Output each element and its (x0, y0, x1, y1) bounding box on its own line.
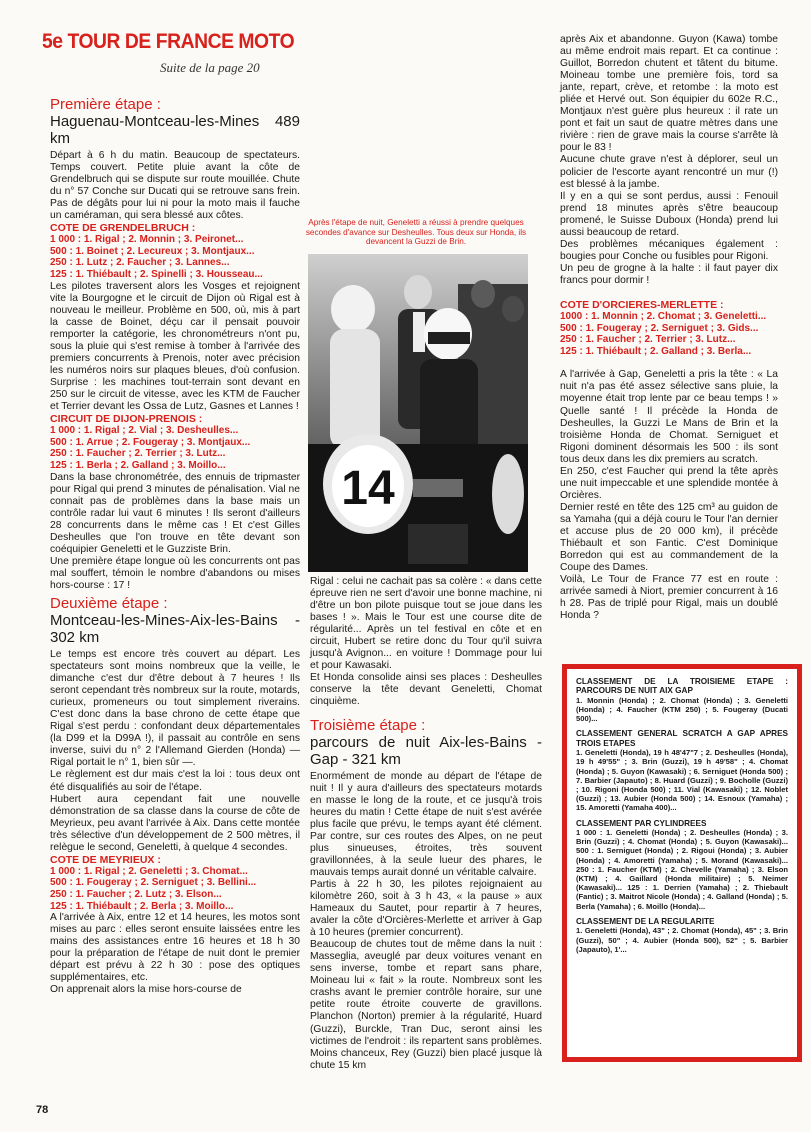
paragraph: après Aix et abandonne. Guyon (Kawa) tombe au même endroit mais repart. Et ca continue : Guillot, Borredon chutent et tâtent du bitume. Moineau tombe une première fois, tord sa jante, repart, crève, et retombe : la moto est pliée et Hervé out. Son équipier du 602e R.C., Montjaux n'est guère plus heureux : il rate un pont et fait un saut de quatre mètres dans une rivière : rien de grave mais la course s'arrête là pour le 83 ! (560, 34, 778, 154)
results-box-title: CLASSEMENT GENERAL SCRATCH A GAP APRES TROIS ETAPES (576, 729, 788, 748)
results-box-title: CLASSEMENT DE LA TROISIEME ETAPE : PARCOURS DE NUIT AIX GAP (576, 677, 788, 696)
cote-result-line: 1 000 : 1. Rigal ; 2. Geneletti ; 3. Chomat... (50, 865, 248, 877)
cote-title: COTE DE GRENDELBRUCH : (50, 222, 196, 235)
stage-2-route: Montceau-les-Mines-Aix-les-Bains - 302 km (50, 612, 300, 647)
paragraph: Le règlement est dur mais c'est la loi : tous deux ont été disqualifiés au soir de l'étape. (50, 769, 300, 793)
paragraph: Aucune chute grave n'est à déplorer, seul un policier de l'escorte ayant rencontré un mur (!) est blessé à la jambe. (560, 154, 778, 190)
paragraph: Départ à 6 h du matin. Beaucoup de spectateurs. Temps couvert. Petite pluie avant la côte de Grendelbruch qui se dispute sur route mouillée. Chute du n° 57 Conche sur Ducati qui se retrouve sans frein. Pas de dégâts pour lui ni pour la moto mais il fauche un caméraman, qui sera blessé aux côtes. (50, 150, 300, 222)
paragraph: Le temps est encore très couvert au départ. Les spectateurs sont moins nombreux que la veille, le dimanche c'est dur d'être debout à 7 heures ! Ils seront cependant très nombreux sur la route, motards, curieux, promeneurs ou tout simplement riverains. C'est donc dans la base chrono de cette étape que Rigal s'est perdu : confondant deux départementales (la D99 et la D99A !), il passait au contrôle en sens inverse, suivi du n° 2 l'Allemand Gierden (Honda) — Rigal portait le n° 1, bien sûr —. (50, 649, 300, 769)
paragraph: Dernier resté en tête des 125 cm³ au guidon de sa Yamaha (qui a déjà couru le Tour l'an dernier et accuse plus de 20 000 km), il précède Thiébault et son Fantic. C'est Dominique Borredon qui est au commandement de la Coupe des Dames. (560, 501, 778, 574)
cote-result-line: 250 : 1. Lutz ; 2. Faucher ; 3. Lannes... (50, 257, 230, 269)
paragraph: Enormément de monde au départ de l'étape de nuit ! Il y aura d'ailleurs des spectateurs motards en masse le long de la route, et ce jusqu'à trois heures du matin ! Cette étape de nuit s'est avérée plus facile que prévu, le temps ayant été clément. Par contre, sur ces routes des Alpes, on ne peut plus sinueuses, étroites, très souvent gravillonnées, à la seule lueur des phares, le mauvais temps aurait donné un véritable calvaire. (310, 770, 542, 878)
continued-from-note: Suite de la page 20 (160, 60, 260, 75)
column-3 (560, 34, 778, 622)
cote-result-line: 500 : 1. Fougeray ; 2. Serniguet ; 3. Bellini... (50, 877, 257, 889)
cote-result-line: 125 : 1. Thiébault ; 2. Spinelli ; 3. Housseau... (50, 269, 263, 281)
paragraph: Hubert aura cependant fait une nouvelle démonstration de sa classe dans la course de côte de Meyrieux, peu avant l'arrivée à Aix. Dans cette montée très sélective d'un développement de 2 500 mètres, il relègue le second, Geneletti, à quelque 4 secondes. (50, 793, 300, 853)
cote-result-line: 1 000 : 1. Rigal ; 2. Vial ; 3. Desheulles... (50, 425, 239, 437)
paragraph: A l'arrivée à Gap, Geneletti a pris la tête : « La nuit n'a pas été assez sélective sans pluie, la moyenne était trop lente par ce beau temps ! » Quelle santé ! Il précède la Honda de Desheulles, la Guzzi Le Mans de Brin et la troisième Honda de Chomat. Serniguet et Rigoni dominent désormais les 500 : ils sont tous deux dans les dix premiers au scratch. (560, 369, 778, 465)
stage-3-route: parcours de nuit Aix-les-Bains - Gap - 321 km (310, 733, 542, 768)
paragraph: Une première étape longue où les concurrents ont pas mal souffert, témoin le nombre d'abandons ou mises hors-course : 17 ! (50, 555, 300, 591)
photo-caption: Après l'étape de nuit, Geneletti a réussi à prendre quelques secondes d'avance sur Desheulles. Tous deux sur Honda, ils devancent la Guzzi de Brin. (305, 218, 527, 247)
results-box-title: CLASSEMENT DE LA REGULARITE (576, 916, 715, 926)
cote-result-line: 250 : 1. Faucher ; 2. Terrier ; 3. Lutz... (50, 448, 226, 460)
paragraph: Un peu de grogne à la halte : il faut payer dix francs pour dormir ! (560, 262, 778, 286)
cote-result-line: 250 : 1. Faucher ; 2. Terrier ; 3. Lutz... (560, 334, 736, 346)
results-box-text: 1 000 : 1. Geneletti (Honda) ; 2. Desheulles (Honda) ; 3. Brin (Guzzi) ; 4. Chomat (Honda) ; 5. Guyon (Kawasaki)... 500 : 1. Serniguet (Honda) ; 2. Rigoui (Honda) ; 3. Aubier (Honda) ; 4. Amoretti (Yamaha) ; 5. Morand (Kawasaki)... 250 : 1. Faucher (KTM) ; 2. Chevelle (Yamaha) ; 3. Elson (KTM) ; 4. Gaillard (Honda militaire) ; 5. Neimer (Kawasaki)... 125 : 1. Derrien (Yamaha) ; 2. Thiebault (Fantic) ; 3. Maitrot Nicole (Honda) ; 4. Galland (Honda) ; 5. Berla (Yamaha) ; 6. Moillo (Honda)... (576, 828, 788, 911)
cote-title: CIRCUIT DE DIJON-PRENOIS : (50, 413, 203, 426)
paragraph: En 250, c'est Faucher qui prend la tête après une nuit impeccable et une splendide montée à Orcières. (560, 465, 778, 501)
race-photo (308, 254, 528, 572)
paragraph: Voilà, Le Tour de France 77 est en route : arrivée samedi à Niort, premier concurrent à 16 h 28. Pas de triplé pour Rigal, mais un doublé Honda ? (560, 574, 778, 622)
cote-result-line: 125 : 1. Thiébault ; 2. Berla ; 3. Moillo... (50, 900, 234, 912)
results-box-text: 1. Geneletti (Honda), 19 h 48'47"7 ; 2. Desheulles (Honda), 19 h 49'55" ; 3. Brin (Guzzi), 19 h 49'58" ; 4. Chomat (Honda) ; 5. Guyon (Kawasaki) ; 6. Serniguet (Honda 500) ; 7. Barbier (Japauto) ; 8. Huard (Guzzi) ; 9. Bocholle (Guzzi) ; 10. Rigoni (Honda 500) ; 11. Vial (Kawasaki) ; 12. Noblet (Guzzi) ; 13. Aubier (Honda 500) ; 14. Esnoux (Yamaha) ; 15. Amoretti (Yamaha 400)... (576, 748, 788, 813)
magazine-section-title: 5e TOUR DE FRANCE MOTO (42, 30, 295, 53)
paragraph: Beaucoup de chutes tout de même dans la nuit : Masseglia, aveuglé par deux voitures venant en sens inverse, tombe et repart sans phare, Moineau lui « fait » la route. Nombreux sont les crashs avant le premier contrôle horaire, sur une petite route étroite couverte de gravillons. Planchon (Norton) premier à la régularité, Huard (Guzzi), Burckle, Tran Duc, seront ainsi les victimes de l'endroit : ils repartent sans problèmes. Moins chanceux, Rey (Guzzi) bien placé jusque là chute 15 km (310, 939, 542, 1071)
column-2 (310, 576, 542, 1072)
cote-result-line: 500 : 1. Boinet ; 2. Lecureux ; 3. Montjaux... (50, 245, 255, 257)
cote-result-line: 1000 : 1. Monnin ; 2. Chomat ; 3. Geneletti... (560, 310, 767, 322)
results-box (562, 664, 802, 1062)
results-box-title: CLASSEMENT PAR CYLINDREES (576, 818, 707, 828)
cote-result-line: 250 : 1. Faucher ; 2. Lutz ; 3. Elson... (50, 889, 222, 900)
cote-title: COTE DE MEYRIEUX : (50, 853, 161, 866)
cote-result-line: 125 : 1. Thiébault ; 2. Galland ; 3. Berla... (560, 345, 752, 357)
cote-result-line: 500 : 1. Fougeray ; 2. Serniguet ; 3. Gids... (560, 322, 759, 334)
paragraph: On apprenait alors la mise hors-course de (50, 984, 242, 996)
race-photo-illustration (308, 254, 528, 572)
cote-result-line: 500 : 1. Arrue ; 2. Fougeray ; 3. Montjaux... (50, 436, 251, 448)
paragraph: Il y en a qui se sont perdus, aussi : Fenouil prend 18 minutes après s'être beaucoup promené, le Suisse Duboux (Honda) prend lui aussi beaucoup de retard. (560, 190, 778, 238)
results-box-text: 1. Monnin (Honda) ; 2. Chomat (Honda) ; 3. Geneletti (Honda) ; 4. Faucher (KTM 250) ; 5. Fougeray (Ducati 500)... (576, 695, 788, 724)
page-number: 78 (36, 1104, 49, 1116)
paragraph: Dans la base chronométrée, des ennuis de tripmaster pour Rigal qui prend 3 minutes de pénalisation. Vial ne connait pas de problèmes dans la base mais un contrôle radar lui vaut 6 minutes ! Ils seront d'ailleurs 28 concurrents dans le même cas ! Et c'est Gilles Desheulles que l'on trouve en tête devant son coéquipier Geneletti et le Guzziste Brin. (50, 471, 300, 555)
stage-2-heading: Deuxième étape : (50, 595, 168, 613)
stage-3-heading: Troisième étape : (310, 716, 426, 734)
paragraph: Rigal : celui ne cachait pas sa colère : « dans cette épreuve rien ne sert d'avoir une bonne machine, ni d'être un bon pilote puisque tout se joue dans les bases ! ». Mais le Tour est une course dite de régularité... Après un tel festival en côte et en circuit, Hubert se retire donc du Tour qu'il suivra jusqu'à Avignon... en voiture ! Dommage pour lui et pour Kawasaki. (310, 576, 542, 672)
paragraph: Partis à 22 h 30, les pilotes rejoignaient au kilomètre 260, soit à 3 h 43, « la pause » aux Hameaux du Sautet, pour repartir à 7 heures, avaler la côte d'Orcières-Merlette et arriver à Gap à 10 heures (premier concurrent). (310, 878, 542, 939)
paragraph: Et Honda consolide ainsi ses places : Desheulles conserve la tête devant Geneletti, Chomat cinquième. (310, 672, 542, 708)
cote-result-line: 125 : 1. Berla ; 2. Galland ; 3. Moillo... (50, 459, 226, 471)
stage-1-route: Haguenau-Montceau-les-Mines 489 km (50, 113, 300, 147)
paragraph: Des problèmes mécaniques également : bougies pour Conche ou fusibles pour Rigoni. (560, 238, 778, 262)
bike-number: 14 (341, 462, 395, 515)
results-box-text: 1. Geneletti (Honda), 43" ; 2. Chomat (Honda), 45" ; 3. Brin (Guzzi), 50" ; 4. Aubier (Honda 500), 52" ; 5. Barbier (Japauto), 1'... (576, 926, 788, 954)
cote-result-line: 1 000 : 1. Rigal ; 2. Monnin ; 3. Peironet... (50, 234, 244, 246)
cote-title: COTE D'ORCIERES-MERLETTE : (560, 298, 724, 311)
paragraph: A l'arrivée à Aix, entre 12 et 14 heures, les motos sont mises au parc : elles seront ensuite laissées entre les mains des assistances entre 16 heures et 18 h 30 pour la préparation de l'étape de nuit dont le premier départ est prévu à 22 h 30 : pose des optiques supplémentaires, etc. (50, 912, 300, 984)
paragraph: Les pilotes traversent alors les Vosges et rejoignent vite la Bourgogne et le circuit de Dijon où Rigal est à nouveau le meilleur. Problème en 500, où, mis à part la casse de Boinet, déçu car il pensait pouvoir remporter la catégorie, les chronométreurs n'ont pu, sous la pluie qui s'est remise à tomber à l'arrivée des premiers concurrents à Prenois, noter avec précision les numéros noirs sur plaques bleues, d'où confusion. Surprise : les machines tout-terrain sont devant en 250 sur le circuit de vitesse, avec les KTM de Faucher et Terrier devant les Ossa de Lutz, Gasnes et Lannes ! (50, 280, 300, 413)
stage-1-heading: Première étape : (50, 96, 161, 113)
column-1 (50, 96, 300, 997)
